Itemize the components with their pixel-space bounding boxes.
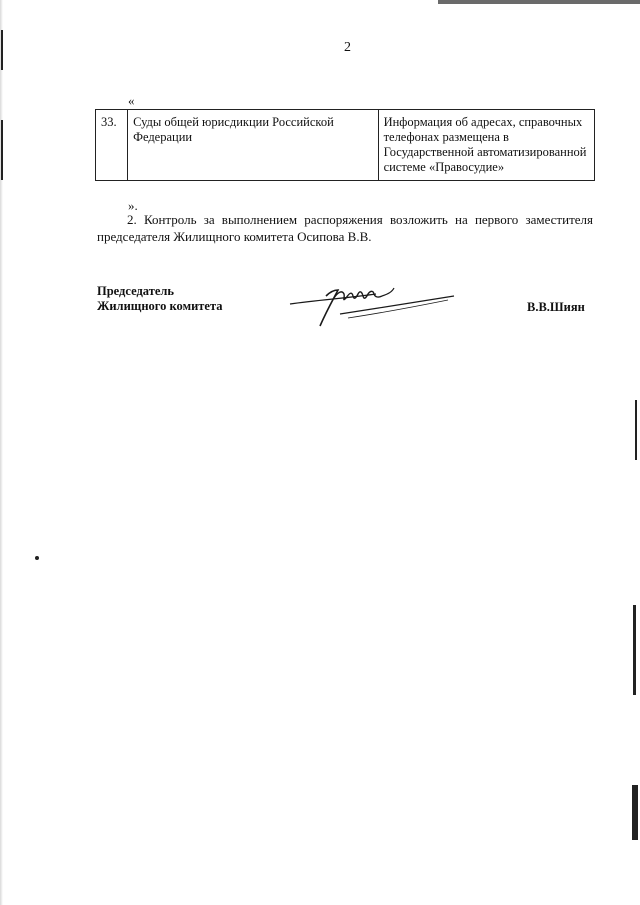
scan-artifact-right-3 (632, 785, 638, 840)
open-quote: « (128, 93, 135, 108)
scan-artifact-right-1 (635, 400, 637, 460)
stray-dot (35, 556, 39, 560)
court-info-cell: Информация об адресах, справочных телефонах размещена в Государственной автоматизированной системе «Правосудие» (378, 110, 594, 181)
signer-role-line2: Жилищного комитета (97, 299, 223, 313)
paragraph-2: 2. Контроль за выполнением распоряжения возложить на первого заместителя председателя Жилищного комитета Осипова В.В. (97, 212, 593, 244)
row-number-cell: 33. (96, 110, 128, 181)
signer-role (97, 284, 223, 314)
table-row (96, 110, 595, 181)
court-name-cell: Суды общей юрисдикции Российской Федерации (128, 110, 379, 181)
page-number: 2 (344, 40, 351, 55)
scan-artifact-top (438, 0, 640, 4)
signer-name: В.В.Шиян (527, 300, 585, 314)
close-quote: ». (128, 198, 138, 213)
scan-artifact-left-2 (1, 120, 3, 180)
scan-artifact-right-2 (633, 605, 636, 695)
handwritten-signature (288, 278, 458, 330)
signer-role-line1: Председатель (97, 284, 175, 298)
courts-table (95, 109, 595, 181)
